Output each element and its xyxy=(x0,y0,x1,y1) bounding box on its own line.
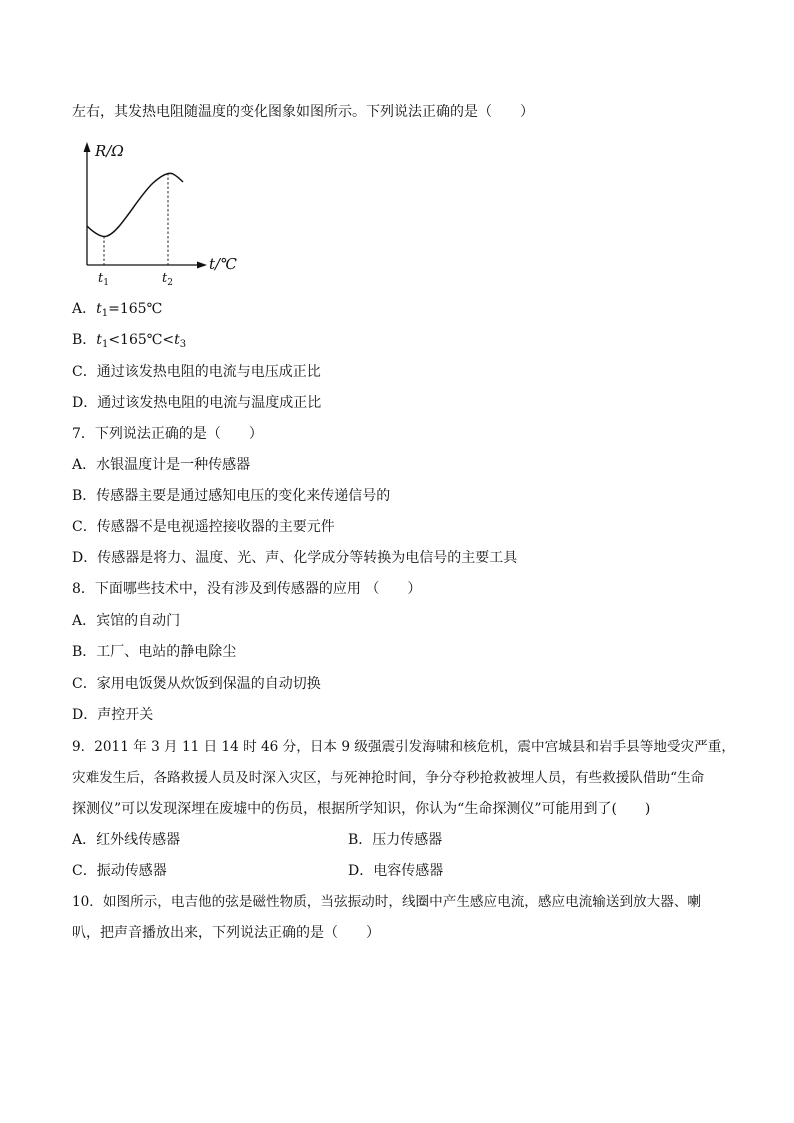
q7-option-b: B．传感器主要是通过感知电压的变化来传递信号的 xyxy=(72,488,391,504)
question-9-line-1: 9．2011 年 3 月 11 日 14 时 46 分，日本 9 级强震引发海啸和核危机，震中宫城县和岩手县等地受灾严重， xyxy=(72,739,735,755)
question-7-stem: 7．下列说法正确的是（ ） xyxy=(72,426,263,442)
resistance-curve xyxy=(87,173,183,236)
q7-option-d: D．传感器是将力、温度、光、声、化学成分等转换为电信号的主要工具 xyxy=(72,550,518,566)
q7-option-c: C．传感器不是电视遥控接收器的主要元件 xyxy=(72,519,335,535)
x-axis-label: t/℃ xyxy=(209,255,237,273)
q8-option-a: A．宾馆的自动门 xyxy=(72,613,181,629)
q9-option-b: B．压力传感器 xyxy=(348,832,443,848)
tick-label-t1: $t_1$ xyxy=(98,271,109,288)
q6-option-b: B．$t_1<165℃<t_3$ xyxy=(72,332,187,350)
q6-option-c: C．通过该发热电阻的电流与电压成正比 xyxy=(72,364,321,380)
question-10-line-2: 叭，把声音播放出来，下列说法正确的是（ ） xyxy=(72,925,380,941)
x-axis-arrow xyxy=(197,262,207,269)
q6-option-d: D．通过该发热电阻的电流与温度成正比 xyxy=(72,395,322,411)
y-axis-label: R/Ω xyxy=(95,142,124,160)
question-10-line-1: 10．如图所示，电吉他的弦是磁性物质，当弦振动时，线圈中产生感应电流，感应电流输送到放大器、喇 xyxy=(72,894,702,910)
q8-option-d: D．声控开关 xyxy=(72,707,154,723)
question-9-line-3: 探测仪”可以发现深埋在废墟中的伤员，根据所学知识，你认为“生命探测仪”可能用到了( ) xyxy=(72,801,651,817)
tick-label-t2: $t_2$ xyxy=(162,271,173,288)
q9-option-d: D．电容传感器 xyxy=(348,863,444,879)
y-axis-arrow xyxy=(84,142,91,152)
q9-option-a: A．红外线传感器 xyxy=(72,832,181,848)
resistance-temperature-graph xyxy=(65,138,265,288)
q8-option-c: C．家用电饭煲从炊饭到保温的自动切换 xyxy=(72,676,321,692)
q8-option-b: B．工厂、电站的静电除尘 xyxy=(72,644,237,660)
question-8-stem: 8．下面哪些技术中，没有涉及到传感器的应用 （ ） xyxy=(72,581,422,597)
question-6-stem: 左右，其发热电阻随温度的变化图象如图所示。下列说法正确的是（ ） xyxy=(72,104,534,120)
q9-option-c: C．振动传感器 xyxy=(72,863,167,879)
question-9-line-2: 灾难发生后，各路救援人员及时深入灾区，与死神抢时间，争分夺秒抢救被埋人员，有些救援队借助“生命 xyxy=(72,770,705,786)
q7-option-a: A．水银温度计是一种传感器 xyxy=(72,457,251,473)
q6-option-a: A．$t_1=165℃$ xyxy=(72,301,163,319)
